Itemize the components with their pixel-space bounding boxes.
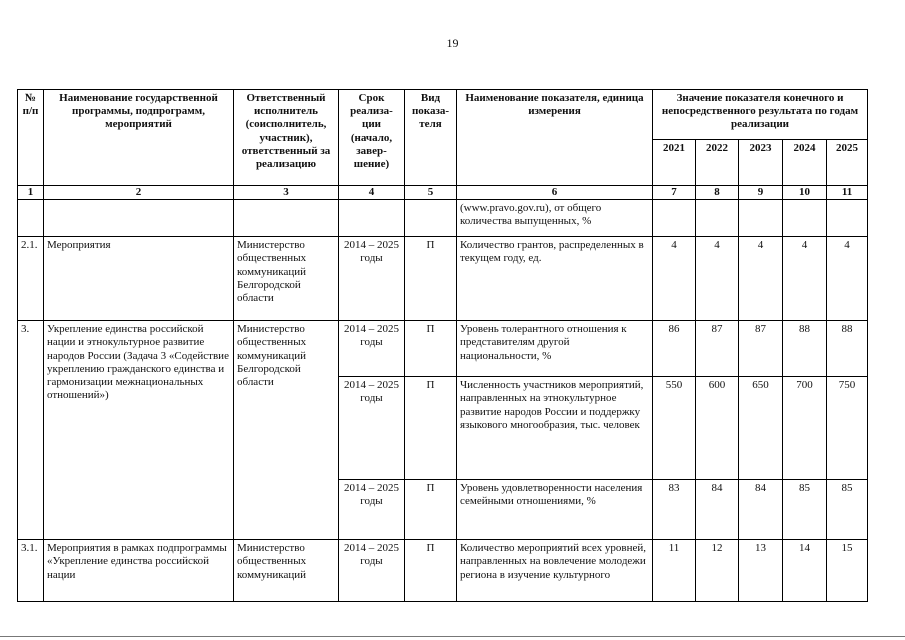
type-cell: П [405, 237, 457, 321]
value-cell: 4 [783, 237, 827, 321]
value-cell: 13 [739, 540, 783, 602]
indicator-cell: (www.pravo.gov.ru), от общего количества выпущенных, % [457, 200, 653, 237]
value-cell: 88 [827, 321, 868, 377]
header-year: 2021 [653, 140, 696, 186]
header-type: Вид показа-теля [405, 90, 457, 186]
executor-cell: Министерство общественных коммуникаций Белгородской области [234, 237, 339, 321]
header-num: № п/п [18, 90, 44, 186]
row-number: 3. [18, 321, 44, 540]
header-program: Наименование государственной программы, подпрограмм, мероприятий [44, 90, 234, 186]
value-cell: 700 [783, 377, 827, 480]
value-cell: 15 [827, 540, 868, 602]
table-row [18, 321, 868, 377]
type-cell: П [405, 480, 457, 540]
row-number: 3.1. [18, 540, 44, 602]
indicator-cell: Количество грантов, распределенных в текущем году, ед. [457, 237, 653, 321]
indicator-cell: Численность участников мероприятий, направленных на этнокультурное развитие народов России и поддержку языкового многообразия, тыс. человек [457, 377, 653, 480]
value-cell: 86 [653, 321, 696, 377]
value-cell: 4 [653, 237, 696, 321]
header-year: 2022 [696, 140, 739, 186]
period-cell: 2014 – 2025 годы [339, 540, 405, 602]
indicator-cell: Уровень удовлетворенности населения семейными отношениями, % [457, 480, 653, 540]
value-cell: 600 [696, 377, 739, 480]
column-number: 5 [405, 186, 457, 200]
header-values-group: Значение показателя конечного и непосредственного результата по годам реализации [653, 90, 868, 140]
column-number: 3 [234, 186, 339, 200]
column-number: 1 [18, 186, 44, 200]
table-row [18, 237, 868, 321]
type-cell: П [405, 377, 457, 480]
value-cell: 85 [783, 480, 827, 540]
header-row [18, 90, 868, 140]
value-cell: 4 [696, 237, 739, 321]
executor-cell: Министерство общественных коммуникаций [234, 540, 339, 602]
program-cell: Мероприятия в рамках подпрограммы «Укрепление единства российской нации [44, 540, 234, 602]
header-period: Срок реализа-ции (начало, завер-шение) [339, 90, 405, 186]
indicator-cell: Уровень толерантного отношения к представителям другой национальности, % [457, 321, 653, 377]
type-cell: П [405, 321, 457, 377]
scan-edge-line [0, 636, 905, 637]
page-number: 19 [446, 36, 459, 50]
value-cell: 85 [827, 480, 868, 540]
value-cell: 84 [739, 480, 783, 540]
header-indicator: Наименование показателя, единица измерения [457, 90, 653, 186]
period-cell: 2014 – 2025 годы [339, 321, 405, 377]
column-number: 4 [339, 186, 405, 200]
value-cell: 87 [696, 321, 739, 377]
header-year: 2025 [827, 140, 868, 186]
column-number: 11 [827, 186, 868, 200]
executor-cell: Министерство общественных коммуникаций Белгородской области [234, 321, 339, 540]
value-cell: 83 [653, 480, 696, 540]
table-row [18, 200, 868, 237]
value-cell: 4 [827, 237, 868, 321]
value-cell: 750 [827, 377, 868, 480]
column-number: 7 [653, 186, 696, 200]
column-number: 9 [739, 186, 783, 200]
indicators-table [17, 89, 868, 602]
value-cell: 87 [739, 321, 783, 377]
column-number: 10 [783, 186, 827, 200]
value-cell: 650 [739, 377, 783, 480]
period-cell: 2014 – 2025 годы [339, 480, 405, 540]
indicator-cell: Количество мероприятий всех уровней, направленных на вовлечение молодежи региона в изучение культурного [457, 540, 653, 602]
value-cell: 84 [696, 480, 739, 540]
period-cell: 2014 – 2025 годы [339, 377, 405, 480]
header-year: 2024 [783, 140, 827, 186]
column-number: 6 [457, 186, 653, 200]
value-cell: 550 [653, 377, 696, 480]
column-number: 2 [44, 186, 234, 200]
value-cell: 4 [739, 237, 783, 321]
column-numbers-row [18, 186, 868, 200]
value-cell: 12 [696, 540, 739, 602]
value-cell: 11 [653, 540, 696, 602]
table-row [18, 540, 868, 602]
program-cell: Укрепление единства российской нации и этнокультурное развитие народов России (Задача 3 «Содействие укреплению гражданского единства и гармонизации межнациональных отношений») [44, 321, 234, 540]
column-number: 8 [696, 186, 739, 200]
header-executor: Ответственный исполнитель (соисполнитель, участник), ответственный за реализацию [234, 90, 339, 186]
value-cell: 88 [783, 321, 827, 377]
value-cell: 14 [783, 540, 827, 602]
row-number: 2.1. [18, 237, 44, 321]
type-cell: П [405, 540, 457, 602]
header-year: 2023 [739, 140, 783, 186]
period-cell: 2014 – 2025 годы [339, 237, 405, 321]
program-cell: Мероприятия [44, 237, 234, 321]
